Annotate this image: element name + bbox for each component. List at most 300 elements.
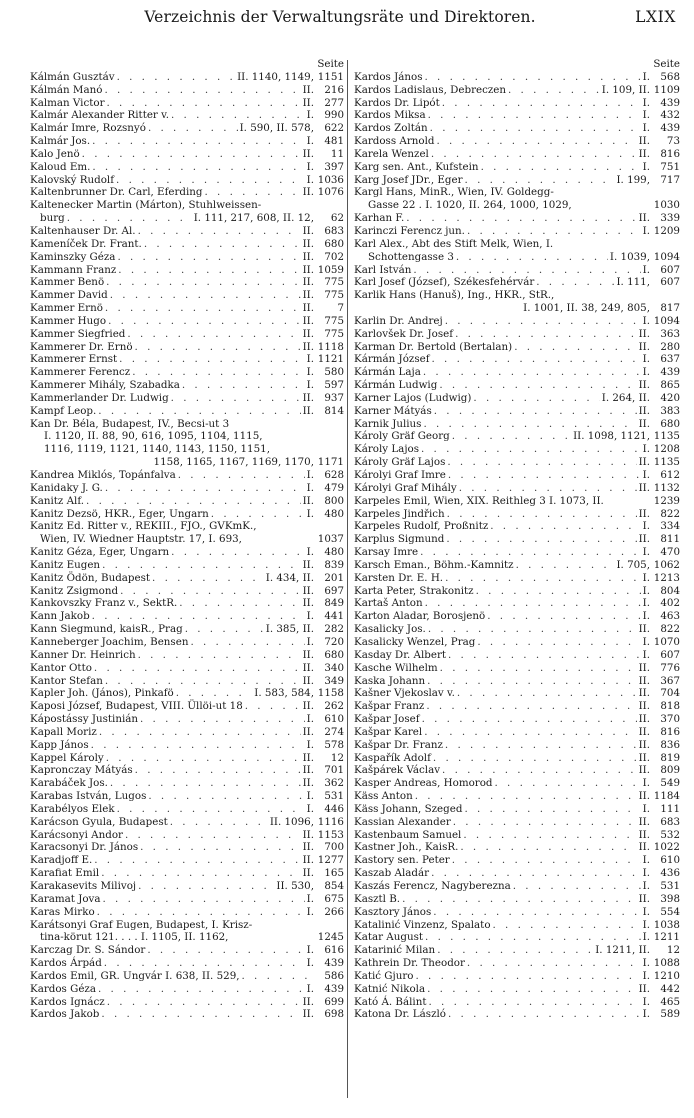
- entry-page: 568: [660, 70, 680, 83]
- entry-reference: I.: [642, 610, 650, 623]
- entry-reference: I.: [306, 469, 314, 481]
- leader-dots: [495, 777, 641, 790]
- entry-name: Kalman Victor: [30, 96, 105, 109]
- entry-name: Karman Dr. Bertold (Bertalan): [354, 340, 513, 353]
- leader-dots: [536, 276, 614, 289]
- index-entry: [30, 610, 344, 623]
- entry-name: Kašpárek Václav: [354, 764, 441, 777]
- entry-reference: I.: [306, 379, 314, 392]
- index-entry: [30, 649, 344, 662]
- leader-dots: [106, 276, 300, 289]
- entry-page: 680: [324, 648, 344, 661]
- leader-dots: [460, 841, 636, 854]
- leader-dots: [434, 405, 637, 418]
- entry-reference: I.: [642, 160, 650, 173]
- index-entry: [30, 212, 344, 225]
- entry-page: 775: [324, 314, 344, 327]
- leader-dots: [513, 880, 641, 893]
- entry-name: Kantor Stefan: [30, 674, 103, 687]
- index-entry: [30, 289, 344, 302]
- leader-dots: [406, 212, 636, 225]
- entry-name: Kammer Hugo: [30, 314, 107, 327]
- entry-page: 1151: [317, 70, 344, 83]
- page-title: Verzeichnis der Verwaltungsräte und Direktoren.: [144, 8, 536, 26]
- leader-dots: [176, 687, 253, 700]
- entry-page: 849: [324, 597, 344, 610]
- entry-reference: II.: [638, 674, 650, 687]
- leader-dots: [152, 572, 264, 585]
- entry-name: Karton Aladar, Borosjenö: [354, 610, 486, 623]
- entry-name: Kardos Ladislaus, Debreczen: [354, 83, 507, 96]
- leader-dots: [144, 238, 301, 251]
- index-entry: [30, 84, 344, 97]
- entry-name: Kaska Johann: [354, 674, 426, 687]
- entry-reference: I.: [306, 790, 314, 803]
- entry-reference: II.: [302, 867, 314, 880]
- entry-reference: I. 385, II.: [265, 623, 314, 636]
- entry-page: 1209: [653, 224, 680, 237]
- index-entry: [354, 289, 680, 302]
- entry-page: 465: [660, 995, 680, 1008]
- entry-page: 607: [660, 276, 680, 289]
- entry-reference: I. 434, II.: [265, 571, 314, 584]
- leader-dots: [94, 854, 300, 867]
- index-entry: [354, 238, 680, 251]
- entry-page: 397: [324, 160, 344, 173]
- entry-reference: I.: [642, 880, 650, 892]
- entry-name: Katona Dr. László: [354, 1008, 446, 1021]
- index-entry: [354, 752, 680, 765]
- entry-name: Kardoss Arnold: [354, 135, 435, 148]
- entry-name: Kastenbaum Samuel: [354, 828, 462, 841]
- leader-dots: [108, 315, 301, 328]
- entry-reference: II.: [302, 186, 314, 199]
- entry-text: Wien, IV. Wiedner Hauptstr. 17, I. 693,: [40, 533, 242, 546]
- index-entry: [30, 777, 344, 790]
- index-entry: [354, 1008, 680, 1021]
- index-entry: [354, 482, 680, 495]
- leader-dots: [140, 713, 305, 726]
- entry-name: Kandrea Miklós, Topánfalva: [30, 469, 176, 481]
- entry-reference: I.: [306, 892, 314, 905]
- entry-page: 814: [324, 404, 344, 417]
- entry-reference: II.: [302, 764, 314, 777]
- leader-dots: [140, 841, 300, 854]
- entry-page: 865: [660, 379, 680, 392]
- entry-page: 589: [660, 1008, 680, 1021]
- entry-reference: I.: [306, 982, 314, 995]
- index-entry: [354, 777, 680, 790]
- leader-dots: [107, 996, 301, 1009]
- index-entry: [354, 533, 680, 546]
- entry-page: 201: [324, 571, 344, 584]
- index-column-left: [30, 58, 344, 1021]
- index-entry: [30, 186, 344, 199]
- entry-page: 597: [324, 379, 344, 392]
- entry-name: Käss Johann, Szeged: [354, 802, 463, 815]
- entry-reference: II.: [638, 135, 650, 148]
- index-entry: [354, 302, 680, 315]
- index-entry: [354, 456, 680, 469]
- entry-name: Kammer Ernö: [30, 302, 103, 315]
- index-entry: [30, 713, 344, 726]
- leader-dots: [456, 251, 608, 264]
- entry-name: Kašpar Josef: [354, 713, 420, 726]
- leader-dots: [117, 251, 300, 264]
- leader-dots: [467, 225, 641, 238]
- leader-dots: [171, 392, 301, 405]
- index-entry: [30, 957, 344, 970]
- leader-dots: [105, 302, 301, 315]
- leader-dots: [92, 161, 304, 174]
- entry-page: 1135: [653, 456, 680, 469]
- entry-page: 274: [324, 725, 344, 738]
- entry-name: Kanitz Dezsö, HKR., Eger, Ungarn: [30, 507, 209, 520]
- entry-page: 1208: [653, 443, 680, 456]
- index-entry: [354, 585, 680, 598]
- index-entry: [354, 829, 680, 842]
- entry-name: Kappel Károly: [30, 751, 104, 764]
- index-entry: [354, 841, 680, 854]
- leader-dots: [431, 148, 637, 161]
- leader-dots: [420, 546, 641, 559]
- entry-page: 1038: [653, 918, 680, 931]
- index-entry: [30, 662, 344, 675]
- entry-text: Karlik Hans (Hanuš), Ing., HKR., StR.,: [354, 289, 555, 302]
- index-entry: [354, 880, 680, 893]
- entry-name: Karplus Sigmund: [354, 533, 445, 546]
- entry-page: 277: [324, 96, 344, 109]
- leader-dots: [98, 405, 300, 418]
- entry-name: Katić Gjuro: [354, 969, 414, 982]
- entry-reference: I.: [642, 314, 650, 327]
- leader-dots: [182, 379, 305, 392]
- entry-page: 1132: [653, 481, 680, 494]
- leader-dots: [425, 931, 641, 944]
- index-entry: [354, 328, 680, 341]
- entry-page: 1245: [317, 931, 344, 944]
- index-entry: [30, 559, 344, 572]
- entry-reference: I.: [306, 160, 314, 173]
- entry-page: 531: [324, 790, 344, 803]
- entry-name: Kammer Siegfried: [30, 327, 126, 340]
- entry-name: Karadjoff E.: [30, 854, 93, 867]
- entry-reference: I. 199,: [616, 173, 650, 186]
- entry-page: 1121: [317, 353, 344, 366]
- entry-reference: II.: [302, 96, 314, 109]
- entry-reference: I.: [306, 366, 314, 379]
- entry-page: 1030: [653, 199, 680, 212]
- entry-reference: II.: [302, 391, 314, 404]
- leader-dots: [132, 366, 304, 379]
- entry-name: Kaltenbrunner Dr. Carl, Eferding: [30, 186, 203, 199]
- entry-reference: I.: [306, 353, 314, 366]
- entry-name: Karsay Imre: [354, 546, 419, 559]
- entry-reference: I.: [642, 546, 650, 559]
- index-entry: [354, 944, 680, 957]
- entry-name: Karas Mirko: [30, 905, 95, 918]
- entry-reference: II.: [302, 648, 314, 661]
- index-entry: [354, 186, 680, 199]
- entry-name: Kardos Géza: [30, 982, 96, 995]
- entry-page: 800: [324, 494, 344, 507]
- entry-reference: II.: [302, 854, 314, 867]
- entry-page: 367: [660, 674, 680, 687]
- entry-reference: II.: [302, 777, 314, 790]
- entry-page: [650, 186, 680, 199]
- index-entry: [30, 251, 344, 264]
- leader-dots: [487, 610, 640, 623]
- entry-page: 1062: [653, 558, 680, 571]
- index-entry: [354, 867, 680, 880]
- index-entry: [354, 559, 680, 572]
- leader-dots: [439, 379, 636, 392]
- entry-page: 819: [660, 751, 680, 764]
- entry-text: Kan Dr. Béla, Budapest, IV., Becsi-ut 3: [30, 417, 230, 430]
- leader-dots: [432, 353, 641, 366]
- index-entry: [30, 315, 344, 328]
- entry-page: 420: [660, 391, 680, 404]
- leader-dots: [117, 803, 305, 816]
- entry-name: Schottengasse 3: [368, 250, 454, 263]
- entry-name: Kammer Benö: [30, 276, 105, 289]
- leader-dots: [425, 597, 641, 610]
- entry-name: Kalmár Imre, Rozsnyó: [30, 122, 146, 135]
- leader-dots: [170, 816, 268, 829]
- entry-text: Karpeles Emil, Wien, XIX. Reithleg 3 I. 1073, II.: [354, 494, 604, 507]
- index-entry: [30, 880, 344, 893]
- entry-name: Kardos Zoltán: [354, 122, 428, 135]
- leader-dots: [116, 174, 305, 187]
- index-entry: [30, 443, 344, 456]
- entry-reference: II.: [302, 494, 314, 507]
- index-entry: [30, 379, 344, 392]
- index-entry: [354, 957, 680, 970]
- entry-name: Kalmár Jos.: [30, 135, 91, 148]
- column-divider: [347, 60, 348, 1098]
- entry-name: Karner Mátyás: [354, 404, 432, 417]
- entry-name: Karl István: [354, 263, 412, 276]
- leader-dots: [427, 983, 636, 996]
- entry-page: 628: [324, 469, 344, 481]
- entry-page: 776: [660, 661, 680, 674]
- entry-reference: I.: [306, 610, 314, 623]
- leader-dots: [467, 957, 641, 970]
- entry-page: 1211: [653, 931, 680, 944]
- entry-name: Károlyi Graf Imre: [354, 469, 446, 481]
- index-entry: [30, 700, 344, 713]
- entry-name: Karácson Gyula, Budapest: [30, 815, 168, 828]
- index-entry: [354, 225, 680, 238]
- entry-reference: I.: [642, 969, 650, 982]
- entry-page: 216: [324, 83, 344, 96]
- entry-page: 439: [660, 96, 680, 109]
- index-entry: [354, 520, 680, 533]
- entry-name: Kardos Emil, GR. Ungvár I. 638, II. 529,: [30, 969, 240, 982]
- entry-page: 383: [660, 404, 680, 417]
- leader-dots: [67, 212, 192, 225]
- entry-name: Kardos Jakob: [30, 1008, 100, 1021]
- entry-name: Karner Lajos (Ludwig): [354, 391, 472, 404]
- entry-text: Kanitz Ed. Ritter v., REKIII., FJO., GVKmK.,: [30, 520, 257, 533]
- entry-page: 607: [660, 648, 680, 661]
- entry-name: Karg sen. Ant., Kufstein: [354, 160, 479, 173]
- index-entry: [30, 854, 344, 867]
- leader-dots: [422, 713, 637, 726]
- index-entry: [30, 482, 344, 495]
- entry-page: 616: [324, 944, 344, 957]
- entry-page: 262: [324, 700, 344, 713]
- leader-dots: [433, 906, 640, 919]
- entry-reference: II.: [638, 815, 650, 828]
- entry-name: Karabas István, Lugos: [30, 790, 147, 803]
- index-entry: [30, 752, 344, 765]
- entry-page: 610: [660, 854, 680, 867]
- index-entry: [354, 212, 680, 225]
- entry-reference: II.: [302, 700, 314, 713]
- index-entry: [30, 919, 344, 932]
- index-entry: [354, 983, 680, 996]
- entry-page: 463: [660, 610, 680, 623]
- index-entry: [30, 276, 344, 289]
- index-entry: [354, 700, 680, 713]
- leader-dots: [125, 829, 301, 842]
- entry-page: 1118: [317, 340, 344, 353]
- index-entry: [30, 675, 344, 688]
- entry-name: Kardos Dr. Lipót: [354, 96, 440, 109]
- entry-reference: I.: [306, 135, 314, 148]
- entry-page: 439: [660, 366, 680, 379]
- index-entry: [354, 97, 680, 110]
- leader-dots: [106, 752, 301, 765]
- entry-name: Kann Siegmund, kaisR., Prag: [30, 623, 183, 636]
- entry-name: Kaminszky Géza: [30, 250, 116, 263]
- entry-page: 349: [324, 674, 344, 687]
- entry-page: 441: [324, 610, 344, 623]
- entry-name: Kanitz Alf.: [30, 494, 85, 507]
- index-entry: [30, 520, 344, 533]
- entry-reference: II.: [302, 841, 314, 854]
- leader-dots: [138, 649, 301, 662]
- index-entry: [30, 790, 344, 803]
- entry-reference: I.: [642, 122, 650, 135]
- index-entry: [30, 944, 344, 957]
- entry-page: [314, 919, 344, 932]
- entry-name: Käss Anton: [354, 790, 413, 803]
- entry-page: 698: [324, 1008, 344, 1021]
- entry-reference: I.: [642, 469, 650, 481]
- entry-name: Kapronczay Mátyás: [30, 764, 133, 777]
- entry-reference: II.: [302, 250, 314, 263]
- entry-text: Gasse 22 . I. 1020, II. 264, 1000, 1029,: [368, 199, 572, 212]
- entry-reference: I. 1039,: [609, 250, 650, 263]
- leader-dots: [179, 597, 300, 610]
- entry-name: Kanitz Eugen: [30, 558, 101, 571]
- entry-text: Karátsonyi Graf Eugen, Budapest, I. Krisz-: [30, 918, 253, 931]
- entry-reference: I. 111, 217, 608, II. 12,: [193, 212, 314, 225]
- leader-dots: [427, 675, 636, 688]
- entry-page: 1116: [317, 815, 344, 828]
- entry-page: 717: [660, 173, 680, 186]
- entry-text: 1116, 1119, 1121, 1140, 1143, 1150, 1151,: [44, 443, 270, 456]
- entry-reference: II. 1098, 1121,: [573, 430, 650, 443]
- index-entry: [354, 572, 680, 585]
- entry-page: 683: [660, 815, 680, 828]
- entry-name: Kalovský Rudolf: [30, 173, 115, 186]
- index-entry: [30, 585, 344, 598]
- entry-page: 822: [660, 507, 680, 520]
- leader-dots: [119, 353, 304, 366]
- entry-reference: II.: [302, 661, 314, 674]
- entry-name: Karpeles Jindřich: [354, 507, 445, 520]
- entry-page: 439: [660, 122, 680, 135]
- entry-page: 612: [660, 469, 680, 481]
- entry-text: I. 1001, II. 38, 249, 805,: [523, 302, 650, 315]
- index-entry: [354, 379, 680, 392]
- entry-reference: I.: [642, 635, 650, 648]
- entry-name: Kastner Joh., KaisR.: [354, 841, 459, 854]
- entry-name: Kasday Dr. Albert: [354, 648, 447, 661]
- entry-reference: I.: [642, 443, 650, 456]
- leader-dots: [205, 186, 301, 199]
- leader-dots: [428, 109, 641, 122]
- leader-dots: [185, 623, 264, 636]
- index-entry: [30, 71, 344, 84]
- leader-dots: [245, 700, 301, 713]
- entry-name: Karamat Jova: [30, 892, 101, 905]
- index-entry: [354, 996, 680, 1009]
- entry-name: Karl Josef (József), Székesfehérvár: [354, 276, 535, 289]
- index-entry: [30, 353, 344, 366]
- entry-name: Károly Gräf Lajos: [354, 456, 446, 469]
- entry-name: Kantor Otto: [30, 661, 92, 674]
- leader-dots: [455, 328, 637, 341]
- entry-name: Kardos Ignácz: [30, 995, 105, 1008]
- leader-dots: [465, 174, 615, 187]
- index-entry: [30, 764, 344, 777]
- entry-page: [314, 443, 344, 456]
- entry-reference: II.: [302, 828, 314, 841]
- entry-page: 1094: [653, 250, 680, 263]
- entry-page: 683: [324, 224, 344, 237]
- entry-page: 446: [324, 802, 344, 815]
- index-entry: [30, 739, 344, 752]
- entry-name: Károly Lajos: [354, 443, 419, 456]
- index-entry: [30, 867, 344, 880]
- entry-reference: II.: [638, 623, 650, 636]
- index-entry: [30, 430, 344, 443]
- entry-page: 7: [337, 302, 344, 315]
- page-header: [0, 8, 694, 34]
- entry-reference: II.: [302, 302, 314, 315]
- entry-reference: II.: [638, 147, 650, 160]
- entry-page: 809: [660, 764, 680, 777]
- index-entry: [354, 906, 680, 919]
- leader-dots: [104, 957, 305, 970]
- entry-text: I. 1120, II. 88, 90, 616, 1095, 1104, 1115,: [44, 430, 263, 443]
- entry-page: 1109: [653, 83, 680, 96]
- entry-page: [314, 199, 344, 212]
- index-entry: [354, 418, 680, 431]
- entry-page: 700: [324, 841, 344, 854]
- index-entry: [354, 649, 680, 662]
- entry-reference: I.: [642, 867, 650, 880]
- index-entry: [354, 276, 680, 289]
- leader-dots: [445, 315, 641, 328]
- index-entry: [30, 495, 344, 508]
- leader-dots: [105, 482, 305, 495]
- entry-page: 340: [324, 661, 344, 674]
